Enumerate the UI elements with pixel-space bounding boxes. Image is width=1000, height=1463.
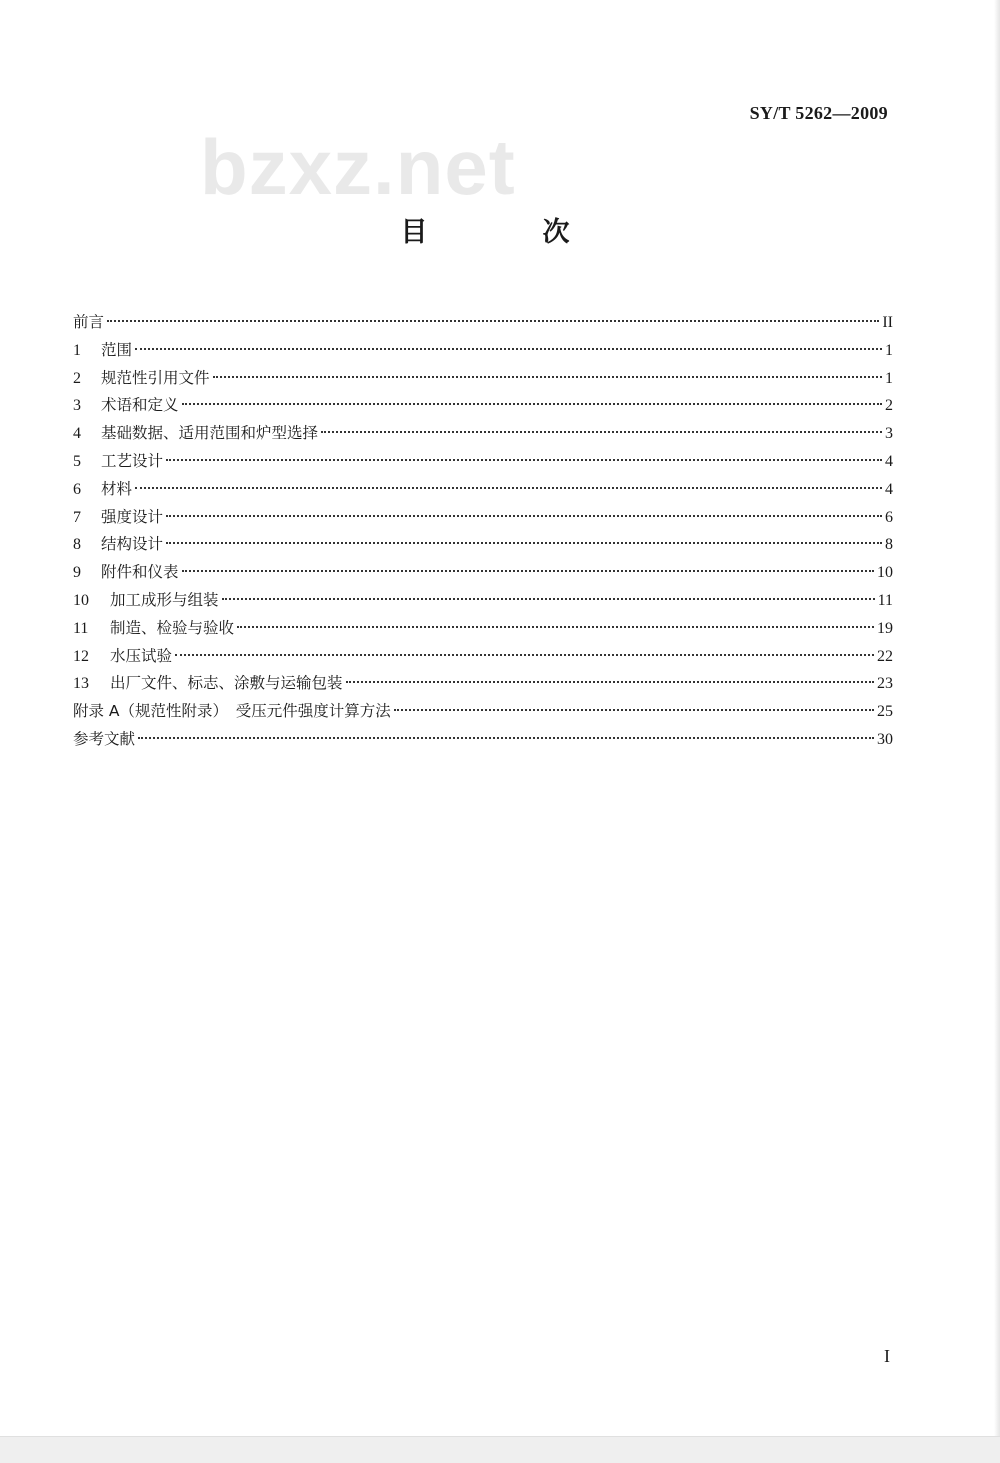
toc-entry[interactable]: [73, 559, 893, 587]
toc-dot-leader: [222, 598, 875, 600]
toc-dot-leader: [237, 626, 874, 628]
toc-entry-label: 规范性引用文件: [101, 368, 210, 387]
toc-entry-number: 8: [73, 536, 81, 554]
toc-entry-label: 强度设计: [101, 507, 164, 526]
standard-number: SY/T 5262—2009: [749, 103, 888, 123]
toc-entry-number: 9: [73, 564, 81, 582]
toc-entry-label: 出厂文件、标志、涂敷与运输包装: [110, 674, 343, 693]
toc-entry-label: 加工成形与组装: [110, 590, 219, 609]
toc-entry-number: 7: [73, 508, 81, 526]
toc-dot-leader: [135, 348, 882, 350]
toc-entry-page: 1: [885, 341, 893, 359]
toc-entry-page: II: [882, 314, 893, 331]
toc-entry-page: 22: [877, 647, 893, 665]
toc-entry[interactable]: [73, 504, 893, 532]
toc-entry[interactable]: [73, 476, 893, 504]
watermark: bzxz.net: [200, 123, 516, 211]
toc-entry-label: 附录 A（规范性附录） 受压元件强度计算方法: [73, 702, 391, 721]
page-title: 目 次: [400, 217, 614, 248]
toc-dot-leader: [166, 542, 882, 544]
toc-dot-leader: [166, 459, 882, 461]
toc-entry-page: 8: [885, 536, 893, 554]
toc-entry[interactable]: [73, 365, 893, 393]
toc-dot-leader: [346, 681, 874, 683]
toc-entry-page: 2: [885, 397, 893, 415]
toc-entry[interactable]: [73, 670, 893, 698]
toc-entry-label: 制造、检验与验收: [110, 618, 235, 637]
toc-entry-label: 范围: [101, 340, 133, 359]
toc-dot-leader: [394, 709, 874, 711]
toc-entry-label: 附件和仪表: [101, 563, 179, 582]
toc-entry-label: 基础数据、适用范围和炉型选择: [101, 424, 319, 443]
toc-dot-leader: [213, 376, 882, 378]
toc-entry[interactable]: [73, 698, 893, 726]
toc-entry-page: 11: [877, 591, 893, 609]
toc-entry[interactable]: [73, 587, 893, 615]
toc-entry-label: 术语和定义: [101, 396, 179, 415]
toc-entry[interactable]: [73, 448, 893, 476]
toc-entry[interactable]: [73, 392, 893, 420]
toc-entry-page: 6: [885, 508, 893, 526]
toc-entry-number: 10: [73, 591, 89, 609]
toc-entry[interactable]: [73, 420, 893, 448]
toc-entry-page: 4: [885, 452, 893, 470]
toc-entry-page: 4: [885, 480, 893, 498]
toc-entry-page: 23: [877, 675, 893, 693]
toc-entry-page: 3: [885, 425, 893, 443]
toc-entry[interactable]: [73, 615, 893, 643]
toc-entry-number: 6: [73, 480, 81, 498]
toc-entry-label: 参考文献: [73, 729, 136, 748]
toc-entry-number: 1: [73, 341, 81, 359]
toc-dot-leader: [166, 515, 882, 517]
toc-entry-label: 材料: [101, 479, 133, 498]
toc-dot-leader: [321, 431, 882, 433]
toc-entry-number: 12: [73, 647, 89, 665]
toc-entry-number: 13: [73, 675, 89, 693]
toc-dot-leader: [175, 654, 874, 656]
toc-entry[interactable]: [73, 337, 893, 365]
toc-entry-number: 3: [73, 397, 81, 415]
page-bottom-strip: [0, 1436, 1000, 1463]
toc-entry-number: 5: [73, 452, 81, 470]
toc-entry-number: 2: [73, 369, 81, 387]
toc-entry-page: 25: [877, 703, 893, 721]
toc-entry[interactable]: [73, 531, 893, 559]
page-edge: [994, 0, 1000, 1463]
page-number: I: [884, 1346, 890, 1366]
toc-entry-label: 水压试验: [110, 646, 173, 665]
toc-dot-leader: [182, 570, 874, 572]
toc-dot-leader: [182, 403, 882, 405]
toc-dot-leader: [138, 737, 874, 739]
toc-dot-leader: [135, 487, 882, 489]
toc-entry-label: 结构设计: [101, 535, 164, 554]
toc-entry-page: 19: [877, 619, 893, 637]
toc-entry-page: 10: [877, 564, 893, 582]
toc-entry-number: 4: [73, 425, 81, 443]
toc-dot-leader: [107, 320, 879, 322]
toc-entry-label: 工艺设计: [101, 451, 164, 470]
toc-entry-page: 1: [885, 369, 893, 387]
toc-entry[interactable]: [73, 643, 893, 671]
toc-entry-number: 11: [73, 619, 89, 637]
toc-entry[interactable]: [73, 309, 893, 337]
table-of-contents: [73, 309, 893, 754]
toc-entry-label: 前言: [73, 313, 105, 331]
toc-entry[interactable]: [73, 726, 893, 754]
toc-entry-page: 30: [877, 730, 893, 748]
